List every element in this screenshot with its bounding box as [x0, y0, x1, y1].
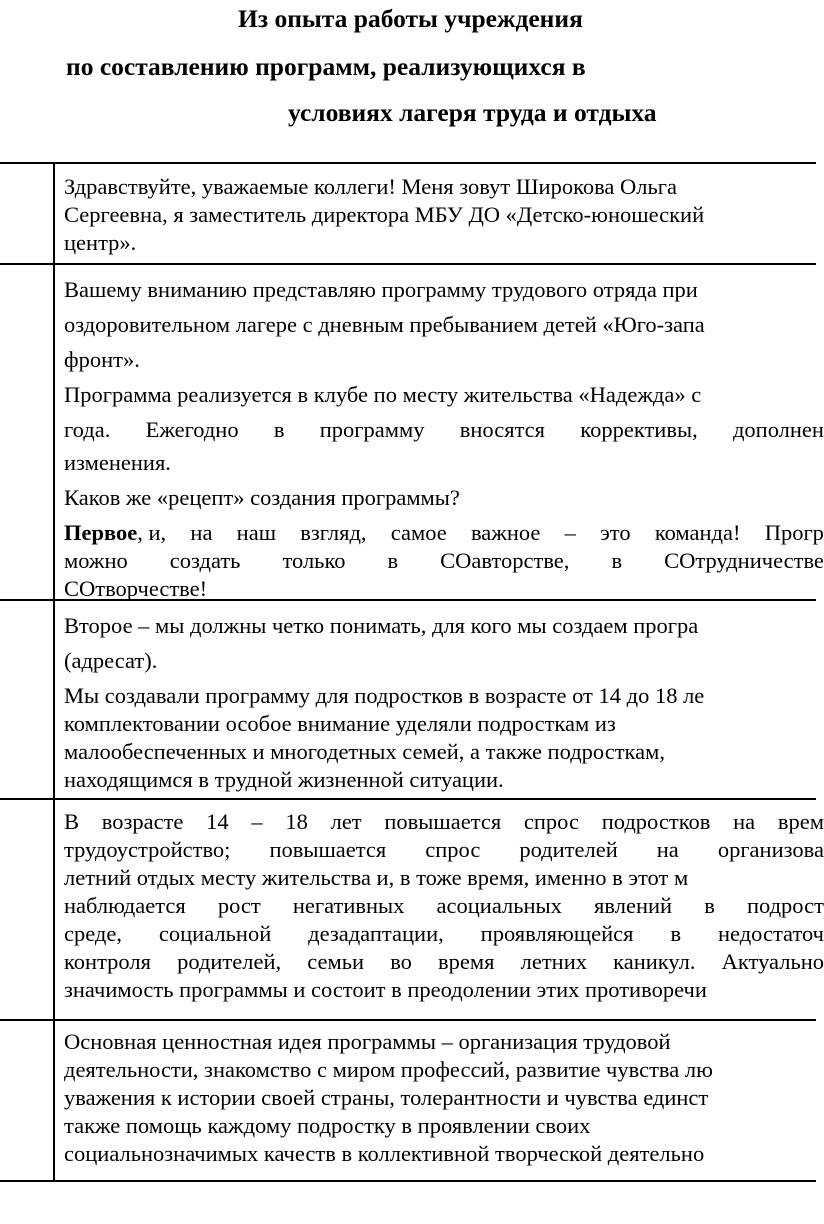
word: явлений [594, 893, 673, 918]
word [64, 519, 166, 547]
text-line: комплектовании особое внимание уделяли подросткам из [64, 711, 616, 736]
word: контроля [64, 949, 151, 974]
word: время [438, 949, 495, 974]
table-border-top [0, 162, 816, 164]
word: года. [64, 417, 111, 442]
text-line: находящимся в трудной жизненной ситуации. [64, 767, 504, 792]
table-row-core-idea [64, 1028, 824, 1168]
text-line: фронт». [64, 347, 140, 372]
text-line: СОтворчестве! [64, 576, 208, 601]
title-line-1: Из опыта работы учреждения [238, 4, 583, 33]
word: Ежегодно [145, 417, 239, 442]
text-line: уважения к истории своей страны, толерантности и чувства единст [64, 1085, 709, 1110]
word: семьи [307, 949, 365, 974]
word: Прогр [764, 520, 824, 545]
word: создать [169, 548, 241, 573]
table-border-bottom [0, 1180, 816, 1182]
word: важное [470, 520, 541, 545]
word: асоциальных [436, 893, 562, 918]
word: на [733, 809, 756, 834]
word: , и, [137, 520, 167, 545]
word: организова [717, 837, 824, 862]
justified-line [64, 547, 824, 575]
text-line: Мы создавали программу для подростков в возрасте от 14 до 18 ле [64, 683, 705, 708]
word: недостаточ [717, 921, 824, 946]
text-line: Второе – мы должны четко понимать, для кого мы создаем програ [64, 613, 699, 638]
justified-line [64, 836, 824, 864]
word: взгляд, [300, 520, 367, 545]
text-line: центр». [64, 230, 137, 255]
text-line: социальнозначимых качеств в коллективной творческой деятельно [64, 1141, 705, 1166]
word: это [600, 520, 631, 545]
text-line: Основная ценностная идея программы – организация трудовой [64, 1029, 671, 1054]
text-line: значимость программы и состоит в преодолении этих противоречи [64, 977, 707, 1002]
word: врем [777, 809, 824, 834]
word: можно [64, 548, 128, 573]
word: вносятся [459, 417, 546, 442]
word: только [282, 548, 346, 573]
word: СОтрудничестве [664, 548, 824, 573]
text-line: деятельности, знакомство с миром профессий, развитие чувства лю [64, 1057, 713, 1082]
text-line: изменения. [64, 450, 171, 475]
table-row-program-intro [64, 272, 824, 603]
word: проявляющейся [480, 921, 634, 946]
word: повышается [269, 837, 387, 862]
row-divider [0, 798, 816, 800]
text-line: Здравствуйте, уважаемые коллеги! Меня зовут Широкова Ольга [64, 174, 677, 199]
word: лет [330, 809, 362, 834]
text-line: малообеспеченных и многодетных семей, а также подросткам, [64, 739, 665, 764]
word: каникул. [613, 949, 696, 974]
text-line: Каков же «рецепт» создания программы? [64, 485, 460, 510]
row-divider [0, 263, 816, 265]
word: во [390, 949, 412, 974]
word: спрос [425, 837, 481, 862]
word: – [251, 809, 263, 834]
word: возрасте [101, 809, 184, 834]
word: родителей, [177, 949, 282, 974]
text-line: летний отдых месту жительства и, в тоже время, именно в этот м [64, 865, 689, 890]
justified-line [64, 892, 824, 920]
word: рост [217, 893, 261, 918]
text-line: Сергеевна, я заместитель директора МБУ ДО «Детско-юношеский [64, 202, 705, 227]
word: наблюдается [64, 893, 186, 918]
text-line: также помощь каждому подростку в проявлении своих [64, 1113, 591, 1138]
word: наш [236, 520, 277, 545]
justified-line [64, 948, 824, 976]
column-divider [53, 162, 55, 1182]
justified-line [64, 808, 824, 836]
word: 14 [206, 809, 229, 834]
text-line: оздоровительном лагере с дневным пребыванием детей «Юго-запа [64, 312, 705, 337]
word: в [611, 548, 623, 573]
word: Актуально [721, 949, 824, 974]
word: на [190, 520, 213, 545]
word: в [704, 893, 715, 918]
word: СОавторстве, [440, 548, 570, 573]
table-row-greeting [64, 173, 824, 257]
title-line-3: условиях лагеря труда и отдыха [288, 98, 657, 127]
word: в [670, 921, 682, 946]
bold-first: Первое [64, 520, 138, 545]
word: в [273, 417, 285, 442]
word: повышается [384, 809, 502, 834]
word: программу [319, 417, 425, 442]
word: негативных [292, 893, 405, 918]
word: коррективы, [580, 417, 698, 442]
word: среде, [64, 921, 122, 946]
justified-line [64, 416, 824, 444]
text-line: (адресат). [64, 648, 158, 673]
table-row-relevance [64, 808, 824, 1004]
justified-line [64, 920, 824, 948]
word: подростков [601, 809, 711, 834]
word: 18 [285, 809, 308, 834]
row-divider [0, 1019, 816, 1021]
word: дополнен [732, 417, 824, 442]
word: В [64, 809, 80, 834]
text-line: Программа реализуется в клубе по месту жительства «Надежда» с [64, 382, 702, 407]
word: в [387, 548, 399, 573]
word: трудоустройство; [64, 837, 231, 862]
table-row-audience [64, 608, 824, 794]
word: самое [390, 520, 447, 545]
content-table [0, 162, 824, 1182]
justified-line [64, 519, 824, 547]
text-line: Вашему вниманию представляю программу трудового отряда при [64, 277, 698, 302]
word: подрост [746, 893, 824, 918]
word: дезадаптации, [308, 921, 444, 946]
title-line-2: по составлению программ, реализующихся в [66, 52, 586, 81]
word: летних [520, 949, 588, 974]
word: на [656, 837, 679, 862]
word: спрос [523, 809, 579, 834]
word: команда! [654, 520, 741, 545]
word: социальной [158, 921, 272, 946]
word: родителей [519, 837, 618, 862]
word: – [564, 520, 576, 545]
